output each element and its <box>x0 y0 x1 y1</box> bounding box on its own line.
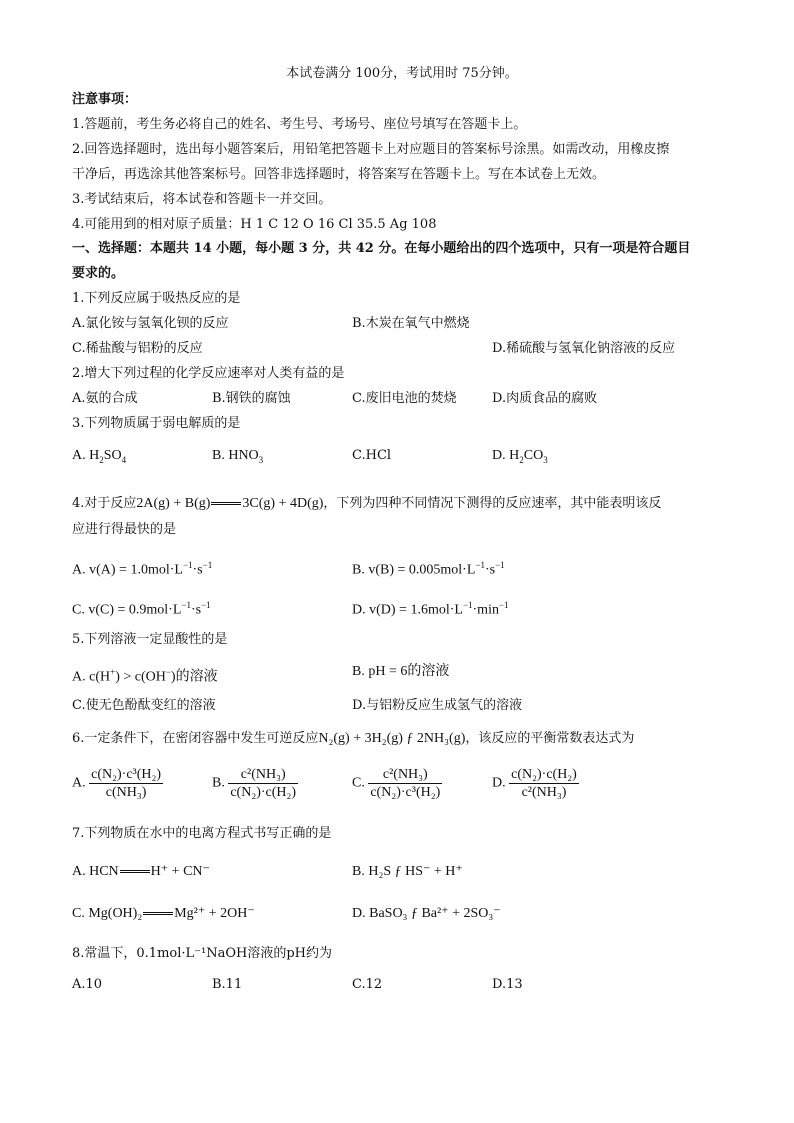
q4-option-d: D. $v(D) = 1.6mol\cdot L^{-1}\cdot\min^{-1}$ <box>352 600 509 618</box>
note-4: 4.可能用到的相对原子质量：H 1 C 12 O 16 Cl 35.5 Ag 108 <box>72 217 437 232</box>
q2-option-b: B.钢铁的腐蚀 <box>212 391 291 406</box>
fraction: $\frac{\text{c²(NH₃)}}{\text{c(N₂)·c(H₂)}}$ <box>230 767 297 800</box>
q8-option-c: C.12 <box>352 977 383 992</box>
question-2-stem: 2.增大下列过程的化学反应速率对人类有益的是 <box>72 366 345 381</box>
question-1-stem: 1.下列反应属于吸热反应的是 <box>72 291 241 306</box>
q7-option-a: A. HCN H⁺ + CN⁻ <box>72 864 210 879</box>
question-3-stem: 3.下列物质属于弱电解质的是 <box>72 416 241 431</box>
question-4-stem-cont: 应进行得最快的是 <box>72 522 177 537</box>
note-2: 2.回答选择题时，选出每小题答案后，用铅笔把答题卡上对应题目的答案标号涂黑。如需改动，用橡皮擦 <box>72 142 670 157</box>
section-heading-cont: 要求的。 <box>72 266 125 281</box>
q1-option-b: B.木炭在氧气中燃烧 <box>352 316 470 331</box>
note-1: 1.答题前，考生务必将自己的姓名、考生号、考场号、座位号填写在答题卡上。 <box>72 117 527 132</box>
q3-option-c: C.HCl <box>352 448 392 463</box>
question-7-stem: 7.下列物质在水中的电离方程式书写正确的是 <box>72 826 332 841</box>
q5-option-d: D.与铝粉反应生成氢气的溶液 <box>352 698 523 713</box>
q1-option-d: D.稀硫酸与氢氧化钠溶液的反应 <box>492 341 676 356</box>
q1-option-c: C.稀盐酸与铝粉的反应 <box>72 341 203 356</box>
notes-title: 注意事项： <box>72 92 138 107</box>
q6-option-c: C. $\frac{\text{c²(NH₃)}}{\text{c(N₂)·c³(H₂)}}$ <box>352 767 441 800</box>
q2-option-a: A.氨的合成 <box>72 391 138 406</box>
q7-option-c: C. Mg(OH)₂ Mg²⁺ + 2OH⁻ <box>72 906 255 921</box>
question-4-stem: 4.对于反应2A(g) + B(g) 3C(g) + 4D(g)，下列为四种不同情况下测得的反应速率，其中能表明该反 <box>72 496 662 511</box>
question-8-stem: 8.常温下，0.1mol·L⁻¹NaOH溶液的pH约为 <box>72 946 333 961</box>
fraction: $\frac{\text{c(N₂)·c³(H₂)}}{\text{c(NH₃)}}$ <box>91 767 162 800</box>
q6-option-a: A. $\frac{\text{c(N₂)·c³(H₂)}}{\text{c(NH₃)}}$ <box>72 767 162 800</box>
equals-arrow-icon <box>120 870 150 873</box>
fraction: $\frac{\text{c(N₂)·c(H₂)}}{\text{c²(NH₃)}}$ <box>511 767 577 800</box>
q8-option-d: D.13 <box>492 977 523 992</box>
exam-header: 本试卷满分 100分，考试用时 75分钟。 <box>286 66 518 81</box>
q4-option-a: A. $v(A) = 1.0mol\cdot L^{-1}\cdot s^{-1}$ <box>72 560 213 578</box>
q6-option-d: D. $\frac{\text{c(N₂)·c(H₂)}}{\text{c²(NH₃)}}$ <box>492 767 577 800</box>
q5-option-c: C.使无色酚酞变红的溶液 <box>72 698 216 713</box>
q3-option-a: A. $H_2SO_4$ <box>72 448 127 465</box>
fraction: $\frac{\text{c²(NH₃)}}{\text{c(N₂)·c³(H₂)}}$ <box>370 767 441 800</box>
question-6-stem: 6.一定条件下，在密闭容器中发生可逆反应N₂(g) + 3H₂(g) ƒ 2NH₃(g)，该反应的平衡常数表达式为 <box>72 731 635 746</box>
q7-option-b: B. H₂S ƒ HS⁻ + H⁺ <box>352 864 463 879</box>
q3-option-b: B. $HNO_3$ <box>212 448 264 465</box>
q2-option-d: D.肉质食品的腐败 <box>492 391 598 406</box>
q7-option-d: D. BaSO₃ ƒ Ba²⁺ + 2SO₃⁻ <box>352 906 501 921</box>
equals-arrow-icon <box>211 502 241 505</box>
question-5-stem: 5.下列溶液一定显酸性的是 <box>72 632 228 647</box>
q8-option-a: A.10 <box>72 977 103 992</box>
q4-option-c: C. $v(C) = 0.9mol\cdot L^{-1}\cdot s^{-1}$ <box>72 600 211 618</box>
q4-option-b: B. $v(B) = 0.005mol\cdot L^{-1}\cdot s^{-1}$ <box>352 560 505 578</box>
q3-option-d: D. $H_2CO_3$ <box>492 448 548 465</box>
q8-option-b: B.11 <box>212 977 243 992</box>
q2-option-c: C.废旧电池的焚烧 <box>352 391 457 406</box>
q5-option-a: A. c(H+) > c(OH−)的溶液 <box>72 667 218 685</box>
section-heading: 一、选择题：本题共 14 小题，每小题 3 分，共 42 分。在每小题给出的四个选项中，只有一项是符合题目 <box>72 241 691 256</box>
note-2-cont: 干净后，再选涂其他答案标号。回答非选择题时，将答案写在答题卡上。写在本试卷上无效。 <box>72 167 606 182</box>
equals-arrow-icon <box>143 912 173 915</box>
q6-option-b: B. $\frac{\text{c²(NH₃)}}{\text{c(N₂)·c(H₂)}}$ <box>212 767 297 800</box>
note-3: 3.考试结束后，将本试卷和答题卡一并交回。 <box>72 192 332 207</box>
q1-option-a: A.氯化铵与氢氧化钡的反应 <box>72 316 229 331</box>
q5-option-b: B. pH = 6的溶液 <box>352 664 450 679</box>
